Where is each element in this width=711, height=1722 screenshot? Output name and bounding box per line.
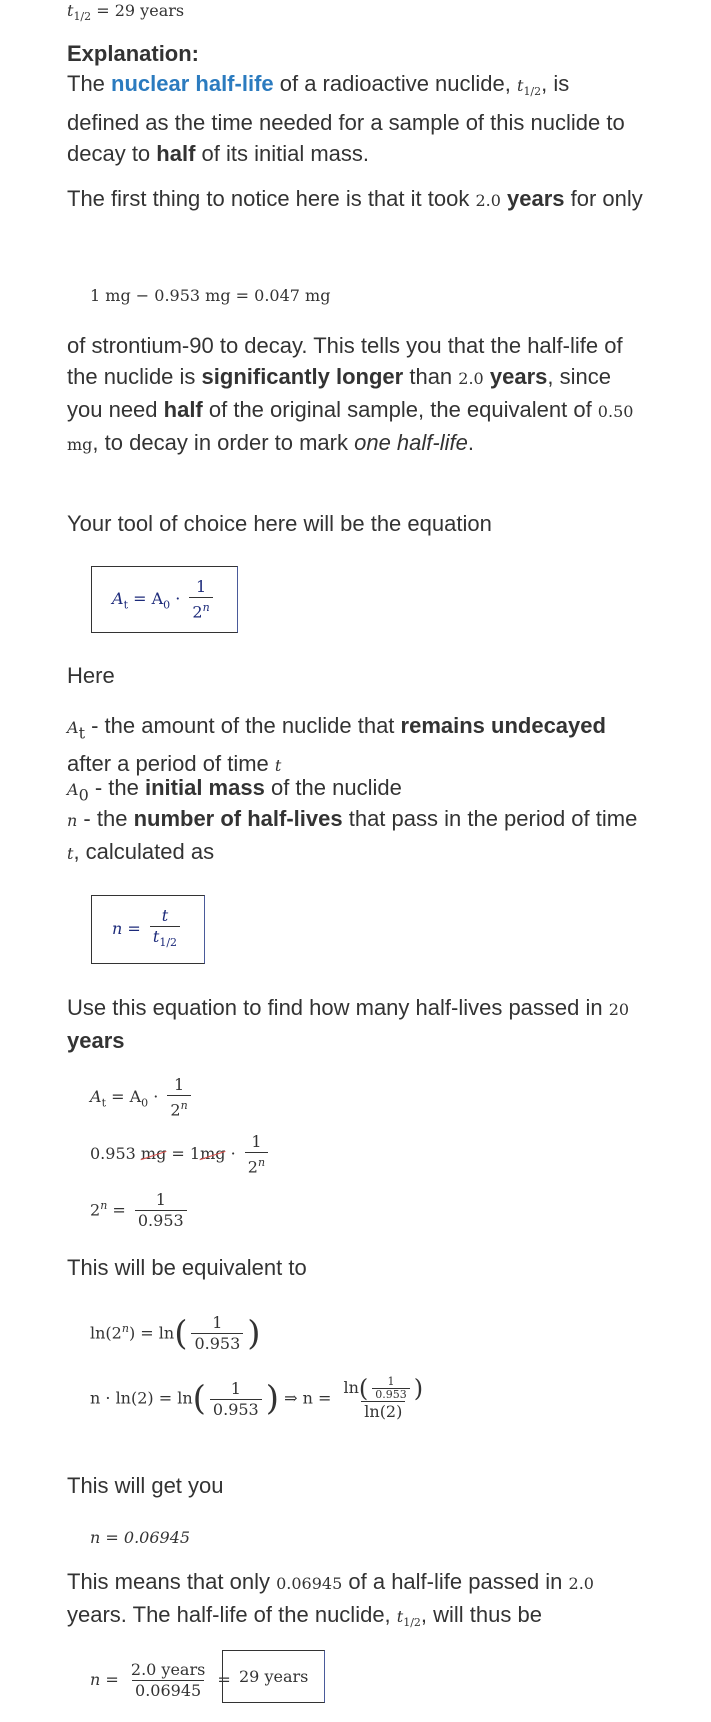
number-inline: 2.0 [458, 369, 484, 388]
text: The first thing to notice here is that it took [67, 186, 476, 211]
base: 2 [192, 602, 203, 622]
answer-line [67, 0, 184, 28]
exponent: n [202, 601, 210, 614]
calc-decay-equation [90, 1075, 195, 1120]
text: The [67, 71, 112, 96]
ln-rhs: ) = ln [128, 1323, 175, 1343]
boxed-decay-equation [91, 566, 238, 633]
paragraph-use-equation [67, 992, 647, 1056]
subscript: 0 [163, 598, 171, 612]
text: of its initial mass. [195, 141, 370, 167]
calc-logarithm [90, 1313, 261, 1354]
paren-right: ) [265, 1378, 279, 1419]
fraction [191, 1313, 243, 1354]
paragraph-half-life-definition [67, 68, 647, 169]
dot-operator: · [175, 589, 181, 609]
bold-text: years [67, 1028, 125, 1053]
fraction [340, 1376, 426, 1422]
numerator: 2.0 years [130, 1660, 206, 1679]
number-inline: 0.50 mg [67, 402, 634, 454]
final-answer-value: 29 years [223, 1650, 325, 1703]
equals-one: = 1 [171, 1144, 201, 1164]
a-symbol: A [67, 780, 79, 799]
explanation-heading: Explanation: [67, 41, 200, 66]
n-symbol: n [67, 811, 78, 830]
paragraph-conclusion [67, 1566, 647, 1638]
denominator: 0.953 [191, 1333, 243, 1354]
numerator: 1 [251, 1132, 262, 1151]
boxed-n-equation [91, 895, 205, 964]
paren-left: ( [358, 1374, 369, 1403]
number-inline: 2.0 [568, 1574, 594, 1593]
text: than [403, 364, 459, 389]
text: - the [88, 775, 145, 800]
text: for only [564, 186, 643, 211]
bold-text: years [489, 364, 548, 389]
number: 0.953 [90, 1144, 136, 1164]
t-subscript: 1/2 [403, 1616, 421, 1630]
ln-lhs: ln(2 [90, 1323, 122, 1343]
numerator: 1 [212, 1313, 223, 1333]
paragraph-get-you: This will get you [67, 1473, 224, 1498]
boxed-equation-content [92, 895, 205, 964]
calc-final-half-life [90, 1660, 231, 1701]
subscript: 0 [141, 1096, 149, 1110]
base: 2 [90, 1200, 101, 1220]
bold-text: significantly longer [201, 364, 404, 389]
text: - the amount of the nuclide that [85, 713, 401, 738]
t-subscript: 1/2 [523, 85, 542, 99]
half-life-inline [517, 76, 542, 99]
denominator [150, 926, 180, 953]
paragraph-here: Here [67, 663, 115, 688]
equals-a: = A [111, 1087, 142, 1107]
fraction [189, 577, 212, 622]
equals-sign: = [96, 1, 110, 20]
text: years. The half-life of the nuclide, [67, 1602, 397, 1627]
paren-right: ) [413, 1374, 424, 1403]
t-symbol: t [67, 844, 74, 863]
half-life-symbol: t [67, 1, 74, 20]
exponent: n [180, 1099, 188, 1112]
denominator: 0.953 [372, 1388, 410, 1401]
number-inline: 0.06945 [276, 1574, 343, 1593]
calc-solve-n [90, 1376, 430, 1422]
text: that pass in the period of time [342, 806, 638, 831]
text: of the nuclide [264, 775, 402, 800]
numerator: 1 [387, 1375, 395, 1388]
exponent: n [257, 1156, 266, 1169]
text: , calculated as [73, 839, 215, 864]
text: of the original sample, the equivalent of [202, 397, 598, 422]
calc-power [90, 1190, 191, 1231]
subscript: t [123, 598, 128, 612]
equation-mass-difference: 1 mg − 0.953 mg = 0.047 mg [90, 286, 331, 305]
half-life-inline [396, 1607, 421, 1630]
text: This means that only [67, 1569, 277, 1594]
number-inline: 20 [608, 1000, 630, 1019]
cancelled-unit: mg [140, 1144, 167, 1164]
paragraph-first-notice [67, 183, 647, 216]
denominator: 0.06945 [132, 1680, 204, 1701]
t-symbol: t [396, 1607, 404, 1626]
text: after a period of time [67, 751, 275, 777]
base: 2 [170, 1100, 181, 1120]
exponent: n [100, 1199, 108, 1212]
a-symbol: A [112, 589, 124, 609]
text: - the [77, 806, 134, 831]
a-symbol: A [90, 1087, 102, 1107]
fraction [150, 906, 180, 953]
equals-sign: = [217, 1670, 231, 1689]
subscript: t [101, 1096, 106, 1110]
subscript: t [78, 723, 85, 743]
t-symbol: t [152, 927, 160, 946]
bold-text: half [156, 141, 196, 167]
denominator: ln(2) [361, 1401, 405, 1422]
text: Use this equation to find how many half-lives passed in [67, 995, 609, 1020]
fraction [245, 1132, 268, 1177]
numerator: 1 [230, 1378, 241, 1398]
boxed-equation-content [92, 566, 238, 633]
equals-a: = A [133, 589, 164, 609]
n-equals: n = [112, 919, 141, 939]
dot-operator: · [153, 1087, 159, 1107]
t-symbol: t [274, 756, 282, 776]
text: of a radioactive nuclide, [273, 71, 517, 96]
numerator: 1 [173, 1075, 185, 1094]
definition-n [67, 803, 647, 869]
text: of a half-life passed in [342, 1569, 569, 1594]
boxed-final-answer [222, 1650, 325, 1703]
n-equals: n = [90, 1670, 119, 1689]
t-symbol: t [517, 76, 524, 95]
a-symbol: A [67, 718, 79, 737]
numerator: t [161, 906, 169, 925]
answer-value: 29 years [114, 1, 185, 20]
numerator [340, 1376, 426, 1401]
dot-operator: · [230, 1144, 236, 1164]
base: 2 [247, 1157, 258, 1177]
equals-sign: = [112, 1200, 126, 1220]
exponent: n [121, 1322, 129, 1335]
text: , since you need [67, 364, 611, 422]
numerator: 1 [155, 1190, 166, 1210]
text: , will thus be [420, 1602, 542, 1627]
nuclear-half-life-link[interactable]: nuclear half-life [111, 71, 274, 96]
denominator [167, 1095, 190, 1120]
text: of strontium-90 to decay. This tells you that the half-life of the nuclide is [67, 333, 623, 389]
paren-right: ) [247, 1313, 261, 1354]
numerator: 1 [195, 577, 207, 596]
bold-text: initial mass [145, 775, 265, 800]
paragraph-equivalent: This will be equivalent to [67, 1255, 307, 1280]
definition-at [67, 710, 647, 781]
calc-substituted [90, 1132, 272, 1177]
text: , to decay in order to mark [92, 430, 355, 455]
denominator: 0.953 [135, 1210, 187, 1231]
text: . [467, 430, 474, 455]
fraction [210, 1379, 262, 1420]
n-ln-lhs: n · ln(2) = ln [90, 1388, 193, 1408]
subscript: 1/2 [159, 936, 178, 950]
paren-left: ( [192, 1378, 206, 1419]
bold-text: years [507, 186, 565, 211]
small-fraction [372, 1376, 410, 1401]
paragraph-tool-of-choice: Your tool of choice here will be the equation [67, 511, 492, 536]
bold-text: number of half-lives [133, 806, 343, 831]
calc-n-value: n = 0.06945 [90, 1528, 191, 1547]
bold-text: half [163, 397, 203, 422]
implies-n: ⇒ n = [284, 1388, 332, 1408]
fraction [128, 1660, 208, 1701]
denominator [189, 597, 212, 622]
paragraph-strontium [67, 330, 647, 460]
fraction [135, 1190, 187, 1231]
number-inline: 2.0 [475, 191, 501, 210]
bold-text: remains undecayed [400, 713, 606, 738]
cancelled-unit: mg [200, 1144, 226, 1164]
italic-text: one half-life [354, 430, 468, 455]
paren-left: ( [174, 1313, 188, 1354]
denominator: 0.953 [210, 1399, 262, 1420]
denominator [245, 1152, 268, 1177]
text: , is defined as the time needed for a sample of this nuclide to decay to [67, 71, 625, 167]
half-life-subscript: 1/2 [73, 10, 92, 24]
subscript: 0 [78, 785, 89, 805]
ln: ln [343, 1378, 359, 1397]
fraction [167, 1075, 190, 1120]
